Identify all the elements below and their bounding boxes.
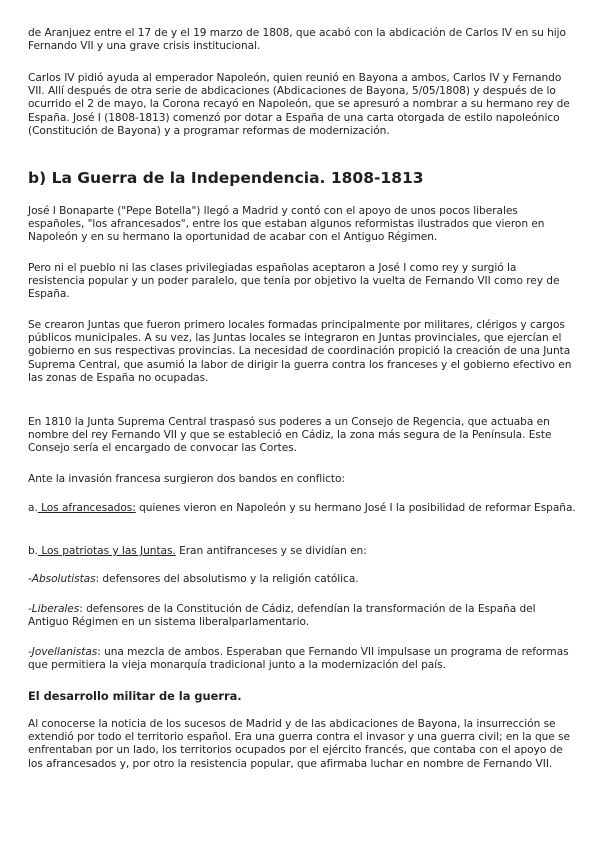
sub-item-label: Jovellanistas: [31, 646, 98, 658]
sub-item-absolutistas: [28, 573, 576, 586]
list-item-afrancesados: [28, 502, 576, 515]
sub-item-text: : una mezcla de ambos. Esperaban que Fernando VII impulsase un programa de reformas que permitiera la vieja monarquía tradicional junto a la modernización del país.: [28, 646, 569, 672]
list-item-prefix: b.: [28, 545, 38, 557]
sub-item-liberales: [28, 603, 576, 629]
paragraph-bayona: Carlos IV pidió ayuda al emperador Napoleón, quien reunió en Bayona a ambos, Carlos IV y Fernando VII. Allí después de otra serie de abdicaciones (Abdicaciones de Bayona, 5/05/1808) y después de lo ocurrido el 2 de mayo, la Corona recayó en Napoleón, que se apresuró a nombrar a su hermano rey de España. José I (1808-1813) comenzó por dotar a España de una carta otorgada de estilo napoleónico (Constitución de Bayona) y a programar reformas de modernización.: [28, 72, 570, 137]
sub-item-jovellanistas: [28, 646, 576, 672]
paragraph-resistencia: Pero ni el pueblo ni las clases privilegiadas españolas aceptaron a José I como rey y surgió la resistencia popular y un poder paralelo, que tenía por objetivo la vuelta de Fernando VII como rey de España.: [28, 262, 560, 301]
list-item-patriotas: [28, 545, 576, 558]
paragraph-consejo-regencia: En 1810 la Junta Suprema Central traspasó sus poderes a un Consejo de Regencia, que actuaba en nombre del rey Fernando VII y que se estableció en Cádiz, la zona más segura de la Península. Este Consejo sería el encargado de convocar las Cortes.: [28, 416, 552, 455]
paragraph-juntas: Se crearon Juntas que fueron primero locales formadas principalmente por militares, clérigos y cargos públicos municipales. A su vez, las Juntas locales se integraron en Juntas provinciales, que ejercían el gobierno en sus respectivas provincias. La necesidad de coordinación propició la creación de una Junta Suprema Central, que asumió la labor de dirigir la guerra contra los franceses y el gobierno efectivo en las zonas de España no ocupadas.: [28, 319, 572, 384]
subsection-heading-desarrollo-militar: El desarrollo militar de la guerra.: [28, 689, 242, 703]
section-heading-guerra-independencia: b) La Guerra de la Independencia. 1808-1813: [28, 169, 424, 187]
list-item-label: Los patriotas y las Juntas.: [38, 545, 176, 557]
paragraph-aranjuez: de Aranjuez entre el 17 de y el 19 marzo de 1808, que acabó con la abdicación de Carlos IV en su hijo Fernando VII y una grave crisis institucional.: [28, 27, 566, 53]
sub-item-prefix: -: [28, 603, 32, 615]
paragraph-jose-bonaparte: José I Bonaparte ("Pepe Botella") llegó a Madrid y contó con el apoyo de unos pocos liberales españoles, "los afrancesados", entre los que estaban algunos reformistas ilustrados que vieron en Napoleón y en su hermano la oportunidad de acabar con el Antiguo Régimen.: [28, 205, 545, 244]
list-item-text: quienes vieron en Napoleón y su hermano José I la posibilidad de reformar España.: [135, 502, 576, 514]
sub-item-text: : defensores de la Constitución de Cádiz, defendían la transformación de la España del Antiguo Régimen en un sistema liberalparlamentario.: [28, 603, 536, 629]
sub-item-prefix: -: [28, 646, 32, 658]
sub-item-prefix: -: [28, 573, 32, 585]
sub-item-label: Liberales: [31, 603, 80, 615]
list-item-label: Los afrancesados:: [37, 502, 136, 514]
sub-item-label: Absolutistas: [31, 573, 96, 585]
list-item-prefix: a.: [28, 502, 38, 514]
list-item-text: Eran antifranceses y se dividían en:: [175, 545, 367, 557]
paragraph-insurreccion: Al conocerse la noticia de los sucesos de Madrid y de las abdicaciones de Bayona, la insurrección se extendió por todo el territorio español. Era una guerra contra el invasor y una guerra civil; en la que se enfrentaban por un lado, los territorios ocupados por el ejército francés, que contaba con el apoyo de los afrancesados y, por otro la resistencia popular, que afirmaba luchar en nombre de Fernando VII.: [28, 718, 571, 770]
sub-item-text: : defensores del absolutismo y la religión católica.: [95, 573, 359, 585]
paragraph-dos-bandos: Ante la invasión francesa surgieron dos bandos en conflicto:: [28, 473, 345, 485]
